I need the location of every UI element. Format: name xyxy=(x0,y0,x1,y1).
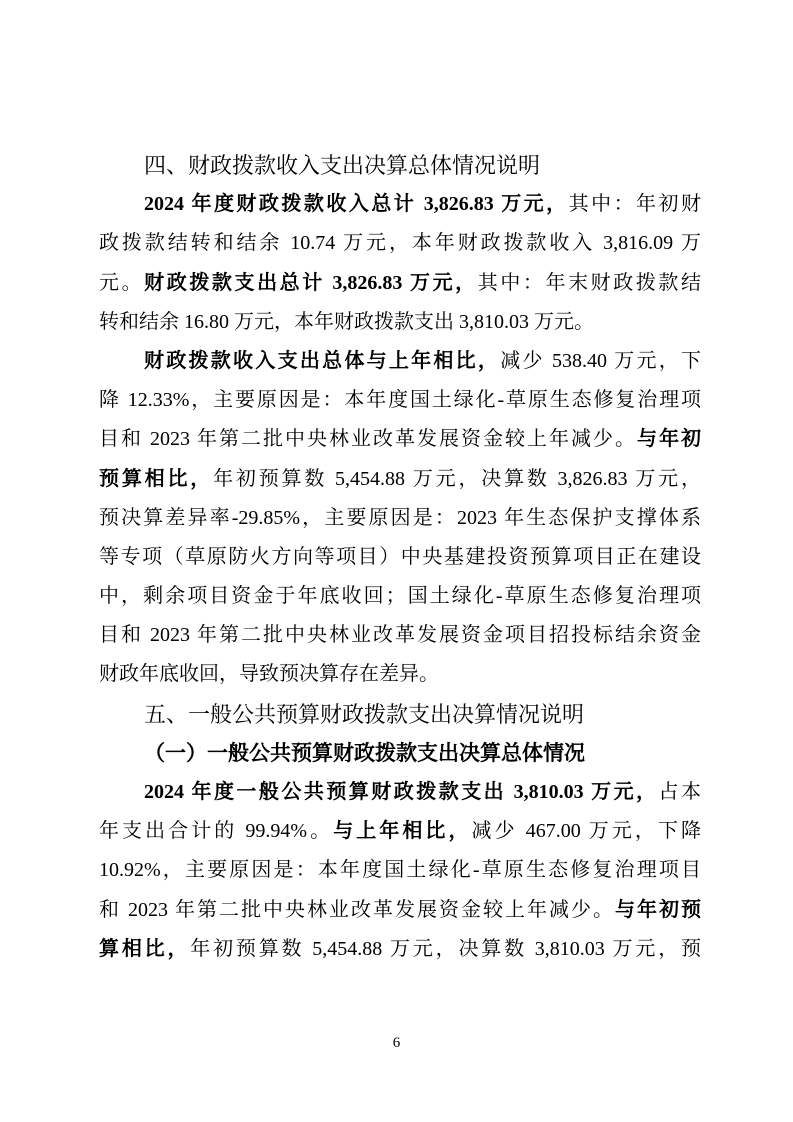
text-line xyxy=(99,264,701,303)
bold-run: 与年初 xyxy=(637,428,701,451)
document-content xyxy=(99,146,701,969)
text-line xyxy=(99,499,701,538)
bold-run: 与上年相比， xyxy=(333,820,472,843)
text-run: 降 12.33%，主要原因是：本年度国土绿化-草原生态修复治理项 xyxy=(99,389,701,412)
text-line xyxy=(99,538,701,577)
section-heading-4 xyxy=(99,146,701,185)
text-line xyxy=(99,577,701,616)
text-run: 其中：年初财 xyxy=(568,193,701,216)
text-run: 占本 xyxy=(658,781,701,803)
text-line xyxy=(99,616,701,655)
text-run: 元。 xyxy=(99,271,145,294)
text-line xyxy=(99,851,701,890)
text-run: 年支出合计的 99.94%。 xyxy=(99,820,334,843)
text-run: 减少 467.00 万元，下降 xyxy=(471,820,701,843)
text-run: 和 2023 年第二批中央林业改革发展资金较上年减少。 xyxy=(99,898,615,921)
text-run: 目和 2023 年第二批中央林业改革发展资金项目招投标结余资金 xyxy=(99,624,701,647)
text-run: 五、一般公共预算财政拨款支出决算情况说明 xyxy=(144,701,585,727)
text-run: 四、财政拨款收入支出决算总体情况说明 xyxy=(144,153,541,178)
text-line xyxy=(99,224,701,263)
bold-run: 财政拨款收入支出总体与上年相比， xyxy=(144,349,501,372)
text-run: 年初预算数 5,454.88 万元，决算数 3,810.03 万元，预 xyxy=(190,937,701,960)
bold-run: 财政拨款支出总计 3,826.83 万元， xyxy=(144,271,478,294)
text-line xyxy=(99,381,701,420)
text-run: 10.92%，主要原因是：本年度国土绿化-草原生态修复治理项目 xyxy=(99,859,701,882)
bold-run: （一）一般公共预算财政拨款支出决算总体情况 xyxy=(144,740,585,765)
text-run: 年初预算数 5,454.88 万元，决算数 3,826.83 万元， xyxy=(213,467,701,490)
text-run: 减少 538.40 万元，下 xyxy=(500,349,701,372)
text-run: 其中：年末财政拨款结 xyxy=(477,271,701,294)
text-run: 转和结余 16.80 万元，本年财政拨款支出 3,810.03 万元。 xyxy=(99,310,594,333)
page-footer xyxy=(0,1033,793,1053)
text-line xyxy=(99,342,701,381)
text-line xyxy=(99,303,701,342)
text-line xyxy=(99,460,701,499)
text-line xyxy=(99,891,701,930)
page-number: 6 xyxy=(392,1035,401,1051)
bold-run: 与年初预 xyxy=(615,898,701,921)
text-run: 政拨款结转和结余 10.74 万元，本年财政拨款收入 3,816.09 万 xyxy=(99,232,701,255)
text-line xyxy=(99,812,701,851)
text-run: 目和 2023 年第二批中央林业改革发展资金较上年减少。 xyxy=(99,428,637,451)
text-line xyxy=(99,930,701,969)
text-run: 等专项（草原防火方向等项目）中央基建投资预算项目正在建设 xyxy=(99,545,701,568)
text-run: 预决算差异率-29.85%，主要原因是：2023 年生态保护支撑体系 xyxy=(99,506,701,529)
text-line xyxy=(99,185,701,224)
subsection-heading-5-1 xyxy=(99,734,701,773)
text-run: 财政年底收回，导致预决算存在差异。 xyxy=(99,663,439,686)
text-line xyxy=(99,420,701,459)
bold-run: 2024 年度一般公共预算财政拨款支出 3,810.03 万元， xyxy=(144,781,659,803)
bold-run: 算相比， xyxy=(99,937,191,960)
text-line xyxy=(99,655,701,694)
text-line xyxy=(99,773,701,812)
text-run: 中，剩余项目资金于年底收回；国土绿化-草原生态修复治理项 xyxy=(99,585,701,608)
bold-run: 2024 年度财政拨款收入总计 3,826.83 万元， xyxy=(144,193,569,216)
bold-run: 预算相比， xyxy=(99,467,214,490)
section-heading-5 xyxy=(99,695,701,734)
